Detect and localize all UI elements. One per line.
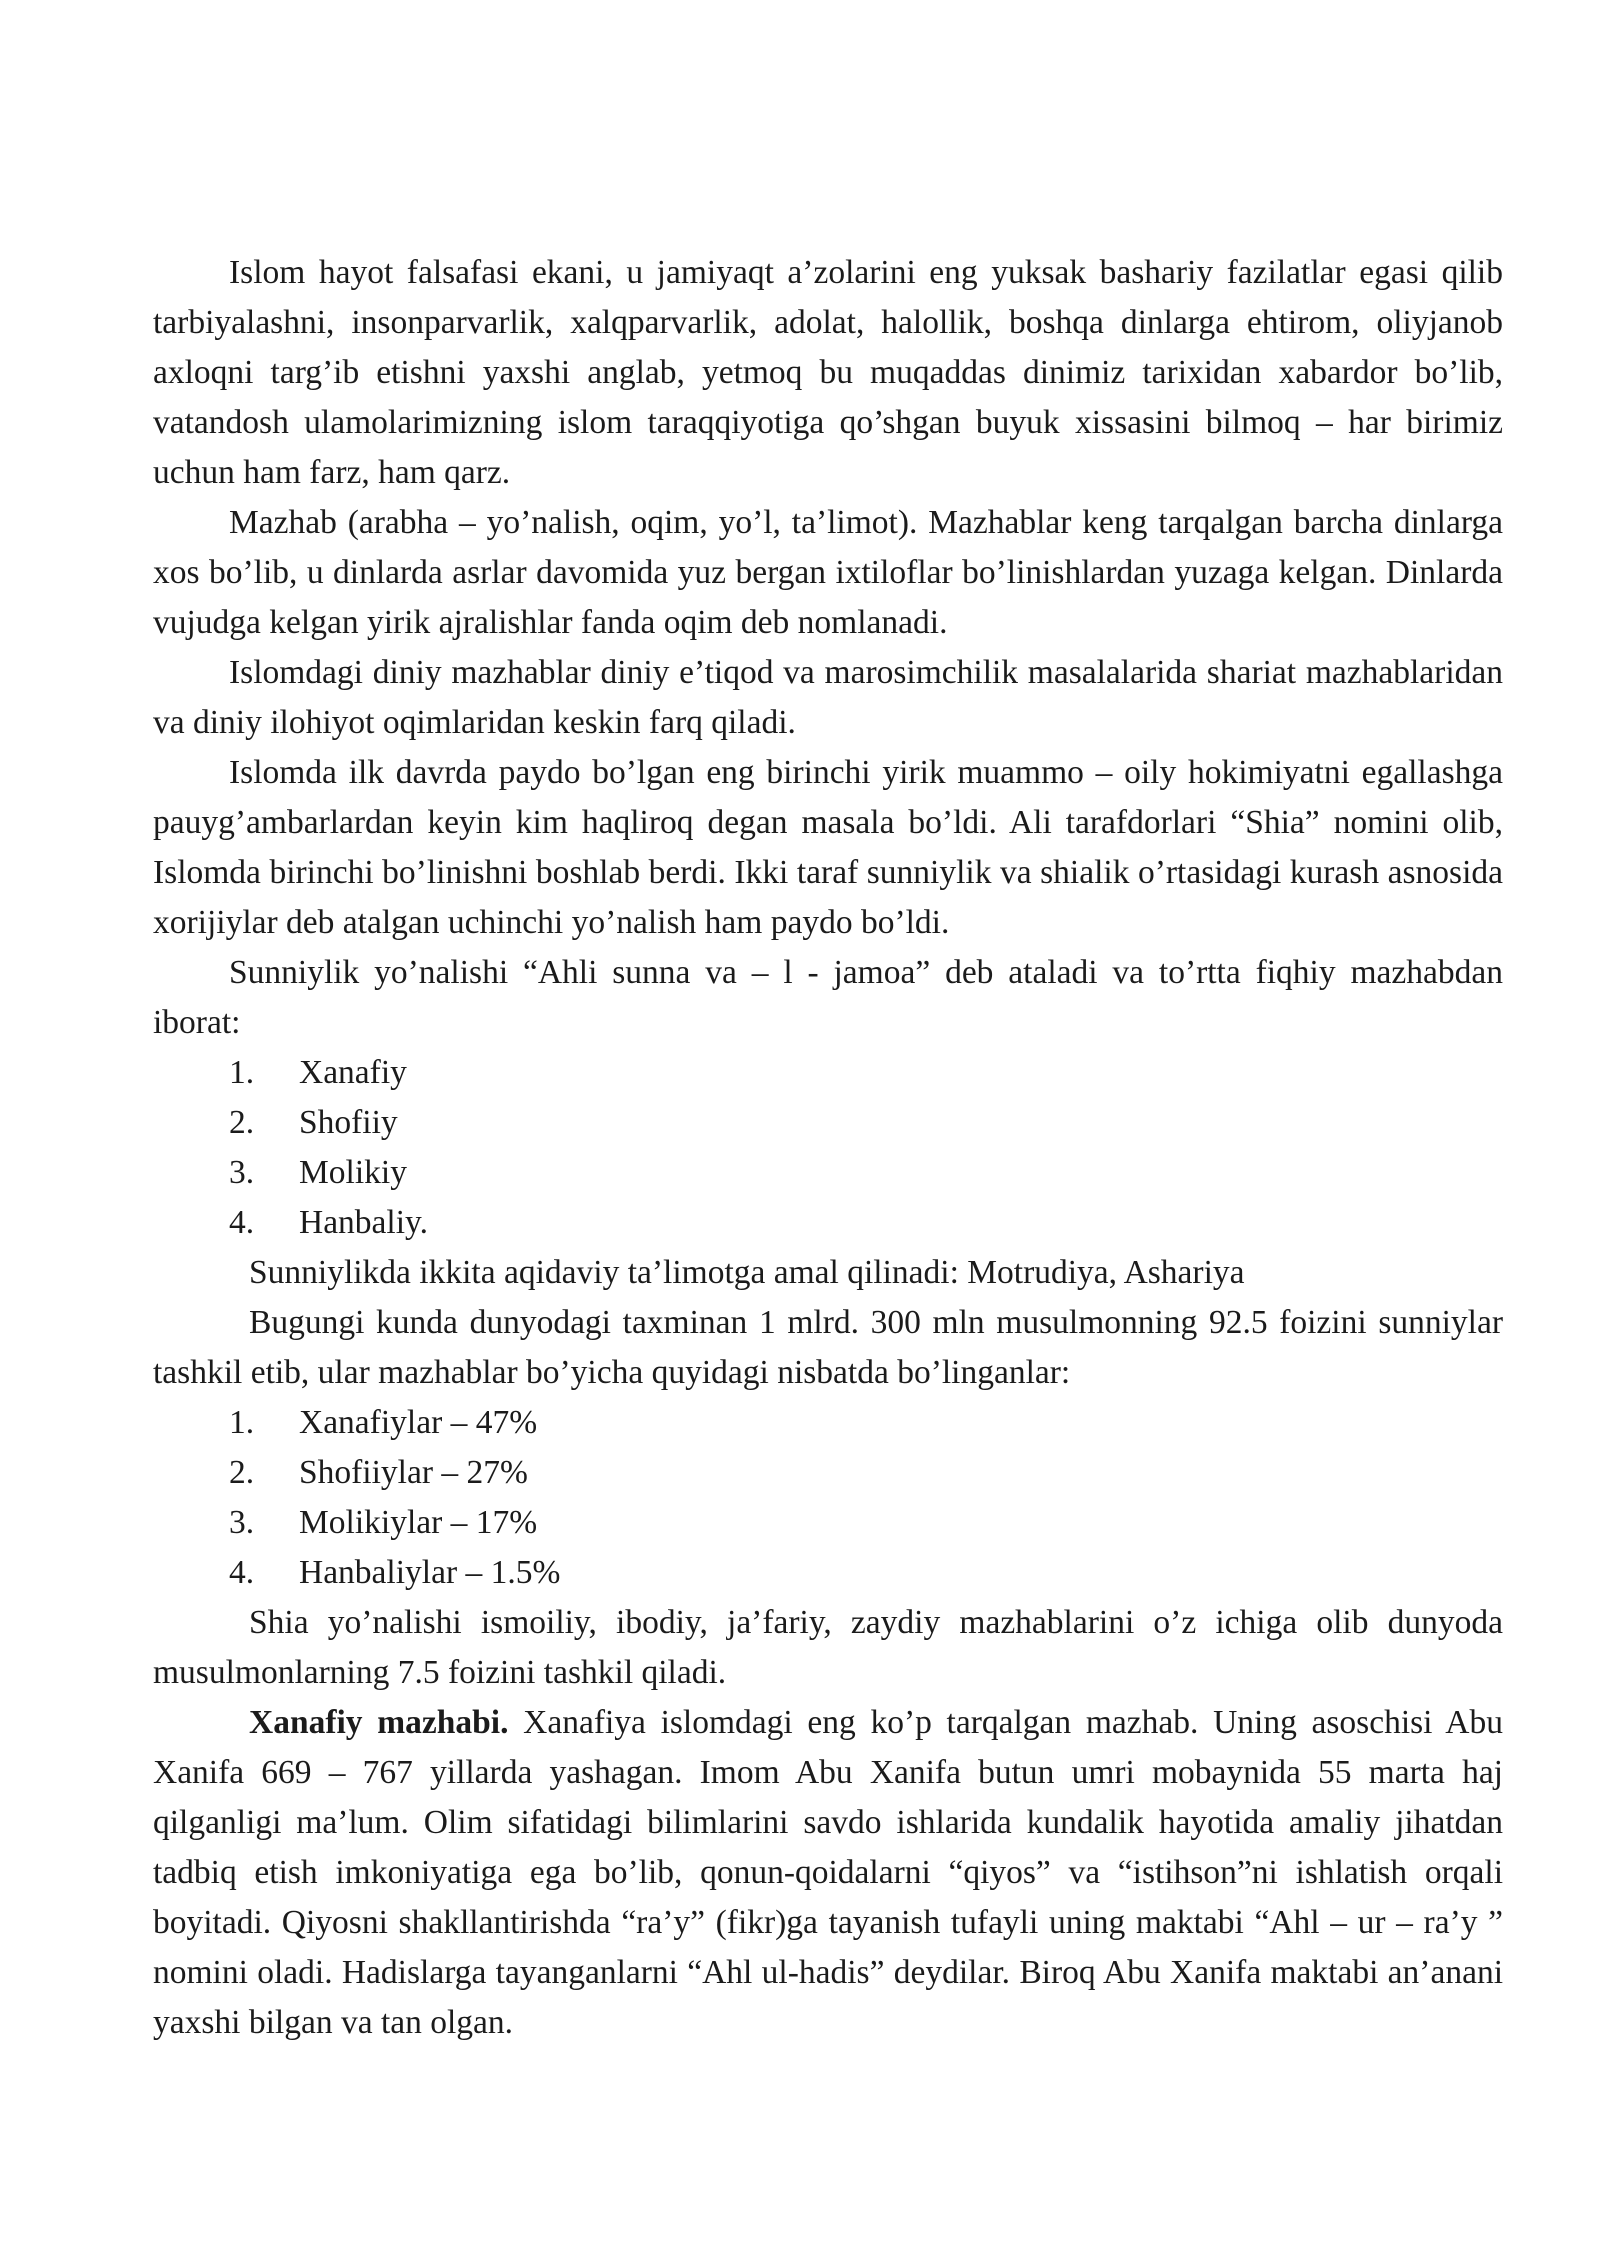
paragraph-text: Xanafiya islomdagi eng ko’p tarqalgan mazhab. Uning asoschisi Abu Xanifa 669 – 767 yillarda yashagan. Imom Abu Xanifa butun umri mobaynida 55 marta haj qilganligi ma’lum. Olim sifatidagi bilimlarini savdo ishlarida kundalik hayotida amaliy jihatdan tadbiq etish imkoniyatiga ega bo’lib, qonun-qoidalarni “qiyos” va “istihson”ni ishlatish orqali boyitadi. Qiyosni shakllantirishda “ra’y” (fikr)ga tayanish tufayli uning maktabi “Ahl – ur – ra’y ” nomini oladi. Hadislarga tayanganlarni “Ahl ul-hadis” deydilar. Biroq Abu Xanifa maktabi an’anani yaxshi bilgan va tan olgan. [153, 1704, 1503, 2041]
paragraph: Sunniylikda ikkita aqidaviy ta’limotga amal qilinadi: Motrudiya, Ashariya [249, 1254, 1245, 1291]
document-page [153, 248, 1503, 2048]
percentage-list [153, 1398, 1503, 1598]
paragraph [153, 1698, 1503, 2048]
list-number: 2. [229, 1454, 255, 1491]
list-item [153, 1398, 1503, 1448]
madhab-list [153, 1048, 1503, 1248]
paragraph: Shia yo’nalishi ismoiliy, ibodiy, ja’fariy, zaydiy mazhablarini o’z ichiga olib dunyoda musulmonlarning 7.5 foizini tashkil qiladi. [153, 1604, 1503, 1691]
list-text: Molikiylar – 17% [299, 1504, 538, 1541]
list-item [153, 1048, 1503, 1098]
list-number: 3. [229, 1504, 255, 1541]
list-text: Shofiiylar – 27% [299, 1454, 528, 1491]
list-item [153, 1148, 1503, 1198]
list-item [153, 1498, 1503, 1548]
list-item [153, 1548, 1503, 1598]
section-heading: Xanafiy mazhabi. [249, 1704, 509, 1741]
paragraph: Islomdagi diniy mazhablar diniy e’tiqod va marosimchilik masalalarida shariat mazhablaridan va diniy ilohiyot oqimlaridan keskin farq qiladi. [153, 654, 1503, 741]
list-text: Shofiiy [299, 1104, 398, 1141]
list-number: 4. [229, 1554, 255, 1591]
paragraph: Islom hayot falsafasi ekani, u jamiyaqt a’zolarini eng yuksak bashariy fazilatlar egasi qilib tarbiyalashni, insonparvarlik, xalqparvarlik, adolat, halollik, boshqa dinlarga ehtirom, oliyjanob axloqni targ’ib etishni yaxshi anglab, yetmoq bu muqaddas dinimiz tarixidan xabardor bo’lib, vatandosh ulamolarimizning islom taraqqiyotiga qo’shgan buyuk xissasini bilmoq – har birimiz uchun ham farz, ham qarz. [153, 254, 1503, 491]
list-text: Xanafiy [299, 1054, 407, 1091]
list-text: Hanbaliy. [299, 1204, 428, 1241]
paragraph: Bugungi kunda dunyodagi taxminan 1 mlrd. 300 mln musulmonning 92.5 foizini sunniylar tashkil etib, ular mazhablar bo’yicha quyidagi nisbatda bo’linganlar: [153, 1304, 1503, 1391]
list-number: 2. [229, 1104, 255, 1141]
list-item [153, 1098, 1503, 1148]
list-number: 1. [229, 1054, 255, 1091]
paragraph: Sunniylik yo’nalishi “Ahli sunna va – l - jamoa” deb ataladi va to’rtta fiqhiy mazhabdan iborat: [153, 954, 1503, 1041]
paragraph: Mazhab (arabha – yo’nalish, oqim, yo’l, ta’limot). Mazhablar keng tarqalgan barcha dinlarga xos bo’lib, u dinlarda asrlar davomida yuz bergan ixtiloflar bo’linishlardan yuzaga kelgan. Dinlarda vujudga kelgan yirik ajralishlar fanda oqim deb nomlanadi. [153, 504, 1503, 641]
list-number: 4. [229, 1204, 255, 1241]
list-item [153, 1448, 1503, 1498]
list-text: Molikiy [299, 1154, 407, 1191]
list-item [153, 1198, 1503, 1248]
list-text: Hanbaliylar – 1.5% [299, 1554, 561, 1591]
list-number: 3. [229, 1154, 255, 1191]
list-text: Xanafiylar – 47% [299, 1404, 538, 1441]
paragraph: Islomda ilk davrda paydo bo’lgan eng birinchi yirik muammo – oily hokimiyatni egallashga pauyg’ambarlardan keyin kim haqliroq degan masala bo’ldi. Ali tarafdorlari “Shia” nomini olib, Islomda birinchi bo’linishni boshlab berdi. Ikki taraf sunniylik va shialik o’rtasidagi kurash asnosida xorijiylar deb atalgan uchinchi yo’nalish ham paydo bo’ldi. [153, 754, 1503, 941]
list-number: 1. [229, 1404, 255, 1441]
